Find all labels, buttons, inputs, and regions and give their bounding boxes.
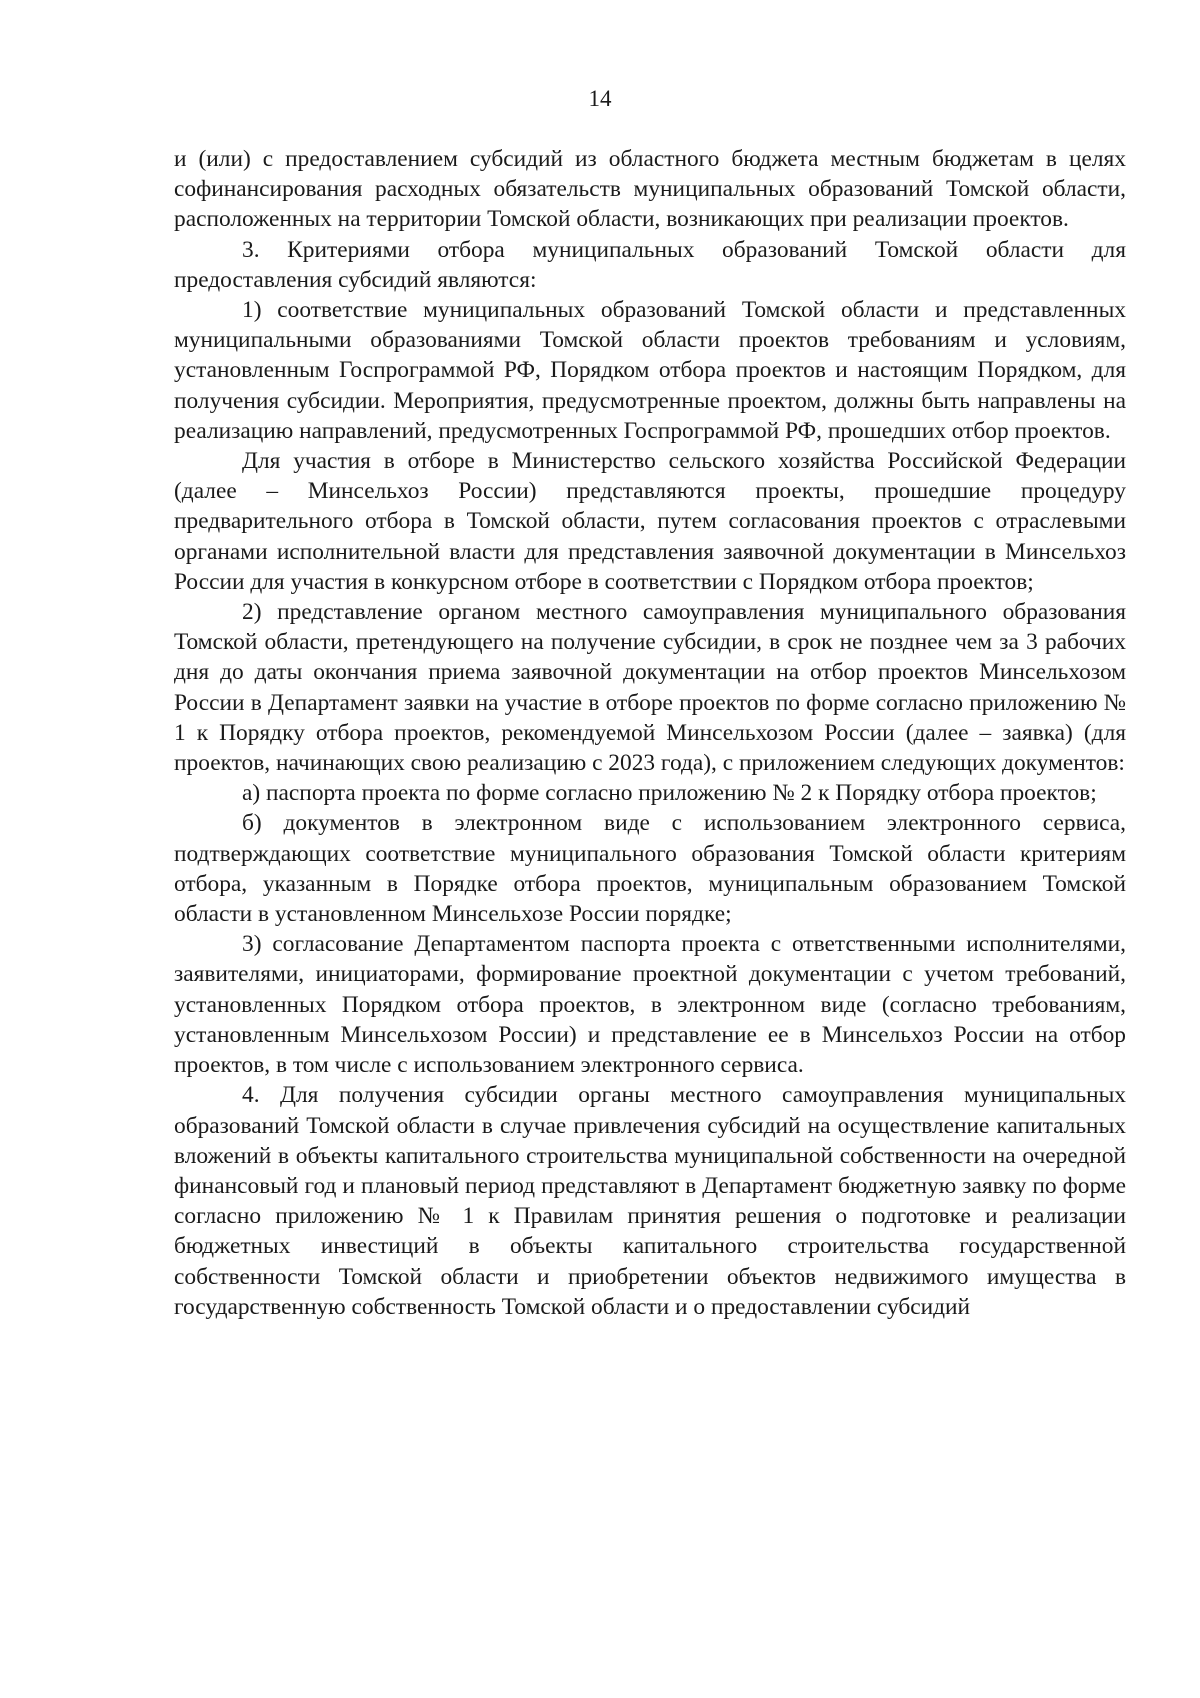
page-number: 14 — [588, 86, 612, 111]
paragraph-continuation: и (или) с предоставлением субсидий из областного бюджета местным бюджетам в целях софинансирования расходных обязательств муниципальных образований Томской области, расположенных на территории Томской области, возникающих при реализации проектов. — [174, 146, 1126, 233]
paragraph-item-3-criteria: 3. Критериями отбора муниципальных образований Томской области для предоставления субсидий являются: — [174, 236, 1126, 293]
paragraph-criterion-2: 2) представление органом местного самоуправления муниципального образования Томской области, претендующего на получение субсидии, в срок не позднее чем за 3 рабочих дня до даты окончания приема заявочной документации на отбор проектов Минсельхозом России в Департамент заявки на участие в отборе проектов по форме согласно приложению № 1 к Порядку отбора проектов, рекомендуемой Минсельхозом России (далее – заявка) (для проектов, начинающих свою реализацию с 2023 года), с приложением следующих документов: — [174, 599, 1126, 777]
paragraph-subitem-a: а) паспорта проекта по форме согласно приложению № 2 к Порядку отбора проектов; — [242, 780, 1097, 807]
paragraph-selection-participation: Для участия в отборе в Министерство сельского хозяйства Российской Федерации (далее – Минсельхоз России) представляются проекты, прошедшие процедуру предварительного отбора в Томской области, путем согласования проектов с отраслевыми органами исполнительной власти для представления заявочной документации в Минсельхоз России для участия в конкурсном отборе в соответствии с Порядком отбора проектов; — [174, 448, 1126, 595]
paragraph-criterion-1: 1) соответствие муниципальных образований Томской области и представленных муниципальными образованиями Томской области проектов требованиям и условиям, установленным Госпрограммой РФ, Порядком отбора проектов и настоящим Порядком, для получения субсидии. Мероприятия, предусмотренные проектом, должны быть направлены на реализацию направлений, предусмотренных Госпрограммой РФ, прошедших отбор проектов. — [174, 297, 1126, 444]
paragraph-subitem-b: б) документов в электронном виде с использованием электронного сервиса, подтверждающих соответствие муниципального образования Томской области критериям отбора, указанным в Порядке отбора проектов, муниципальным образованием Томской области в установленном Минсельхозе России порядке; — [174, 810, 1126, 928]
document-body — [174, 144, 1126, 1322]
paragraph-item-4: 4. Для получения субсидии органы местного самоуправления муниципальных образований Томской области в случае привлечения субсидий на осуществление капитальных вложений в объекты капитального строительства муниципальной собственности на очередной финансовый год и плановый период представляют в Департамент бюджетную заявку по форме согласно приложению № 1 к Правилам принятия решения о подготовке и реализации бюджетных инвестиций в объекты капитального строительства государственной собственности Томской области и приобретении объектов недвижимого имущества в государственную собственность Томской области и о предоставлении субсидий — [174, 1082, 1126, 1320]
paragraph-criterion-3: 3) согласование Департаментом паспорта проекта с ответственными исполнителями, заявителями, инициаторами, формирование проектной документации с учетом требований, установленных Порядком отбора проектов, в электронном виде (согласно требованиям, установленным Минсельхозом России) и представление ее в Минсельхоз России на отбор проектов, в том числе с использованием электронного сервиса. — [174, 931, 1126, 1079]
